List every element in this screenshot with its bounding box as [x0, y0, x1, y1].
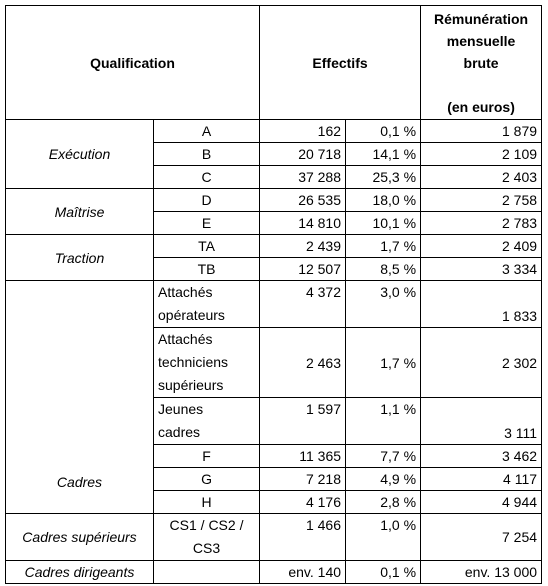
row-effectif: 7 218 — [260, 468, 346, 491]
row-pct: 2,8 % — [346, 491, 421, 514]
row-pct: 8,5 % — [346, 258, 421, 281]
row-remuneration: 7 254 — [421, 514, 542, 561]
table-row — [6, 189, 542, 212]
row-remuneration: env. 13 000 — [421, 561, 542, 584]
row-code: H — [154, 491, 260, 514]
row-code-line1: Attachés — [158, 284, 213, 300]
row-code: G — [154, 468, 260, 491]
row-effectif: 1 597 — [260, 398, 346, 445]
row-remuneration: 1 879 — [421, 120, 542, 143]
table-row — [6, 120, 542, 143]
row-remuneration: 3 111 — [421, 398, 542, 445]
row-code: B — [154, 143, 260, 166]
group-cadres-label: Cadres — [56, 474, 103, 490]
row-code — [154, 328, 260, 398]
header-remuneration-line1: Rémunération — [433, 11, 529, 27]
row-remuneration: 4 944 — [421, 491, 542, 514]
row-remuneration: 2 109 — [421, 143, 542, 166]
row-effectif: 26 535 — [260, 189, 346, 212]
row-code — [154, 398, 260, 445]
row-pct: 0,1 % — [346, 561, 421, 584]
row-remuneration: 4 117 — [421, 468, 542, 491]
row-effectif: 2 463 — [260, 328, 346, 398]
row-code: F — [154, 445, 260, 468]
header-remuneration — [421, 6, 542, 120]
group-cadres-superieurs: Cadres supérieurs — [6, 514, 154, 561]
header-remuneration-line3: brute — [463, 55, 499, 71]
row-effectif: 37 288 — [260, 166, 346, 189]
row-effectif: 1 466 — [260, 514, 346, 561]
row-effectif: 4 372 — [260, 281, 346, 328]
row-code-line2: CS3 — [192, 540, 221, 556]
row-code — [154, 514, 260, 561]
row-remuneration: 2 409 — [421, 235, 542, 258]
row-code-line1: CS1 / CS2 / — [169, 517, 244, 533]
row-remuneration: 2 783 — [421, 212, 542, 235]
row-pct: 1,1 % — [346, 398, 421, 445]
row-pct: 1,7 % — [346, 328, 421, 398]
row-remuneration: 2 758 — [421, 189, 542, 212]
group-traction: Traction — [6, 235, 154, 281]
row-remuneration: 3 462 — [421, 445, 542, 468]
row-effectif: 20 718 — [260, 143, 346, 166]
group-cadres-dirigeants: Cadres dirigeants — [6, 561, 154, 584]
row-pct: 25,3 % — [346, 166, 421, 189]
row-effectif: 12 507 — [260, 258, 346, 281]
row-code: D — [154, 189, 260, 212]
row-code-line2: cadres — [158, 424, 201, 440]
row-code: E — [154, 212, 260, 235]
row-effectif: 14 810 — [260, 212, 346, 235]
row-remuneration: 3 334 — [421, 258, 542, 281]
row-effectif: 162 — [260, 120, 346, 143]
row-code-line1: Attachés — [158, 331, 213, 347]
row-pct: 3,0 % — [346, 281, 421, 328]
table-row — [6, 561, 542, 584]
row-pct: 14,1 % — [346, 143, 421, 166]
row-code-line3: supérieurs — [158, 377, 224, 393]
row-pct: 4,9 % — [346, 468, 421, 491]
table-header-row — [6, 6, 542, 120]
row-pct: 10,1 % — [346, 212, 421, 235]
header-qualification: Qualification — [6, 6, 260, 120]
row-code — [154, 561, 260, 584]
table-row — [6, 281, 542, 328]
table-row — [6, 514, 542, 561]
remuneration-table — [5, 5, 542, 584]
row-code-line1: Jeunes — [158, 401, 204, 417]
row-remuneration: 2 403 — [421, 166, 542, 189]
table-row — [6, 235, 542, 258]
row-remuneration: 2 302 — [421, 328, 542, 398]
row-code — [154, 281, 260, 328]
row-effectif: 4 176 — [260, 491, 346, 514]
row-code: A — [154, 120, 260, 143]
row-code: C — [154, 166, 260, 189]
row-effectif: 2 439 — [260, 235, 346, 258]
group-maitrise: Maîtrise — [6, 189, 154, 235]
row-code-line2: opérateurs — [158, 307, 225, 323]
row-remuneration: 1 833 — [421, 281, 542, 328]
row-pct: 1,7 % — [346, 235, 421, 258]
row-code: TA — [154, 235, 260, 258]
header-effectifs: Effectifs — [260, 6, 421, 120]
row-effectif: 11 365 — [260, 445, 346, 468]
group-execution: Exécution — [6, 120, 154, 189]
row-pct: 7,7 % — [346, 445, 421, 468]
row-effectif: env. 140 — [260, 561, 346, 584]
header-remuneration-unit: (en euros) — [447, 99, 515, 115]
row-code-line2: techniciens — [158, 354, 229, 370]
group-cadres — [6, 281, 154, 514]
header-remuneration-line2: mensuelle — [446, 33, 516, 49]
row-pct: 18,0 % — [346, 189, 421, 212]
row-pct: 1,0 % — [346, 514, 421, 561]
row-code: TB — [154, 258, 260, 281]
row-pct: 0,1 % — [346, 120, 421, 143]
